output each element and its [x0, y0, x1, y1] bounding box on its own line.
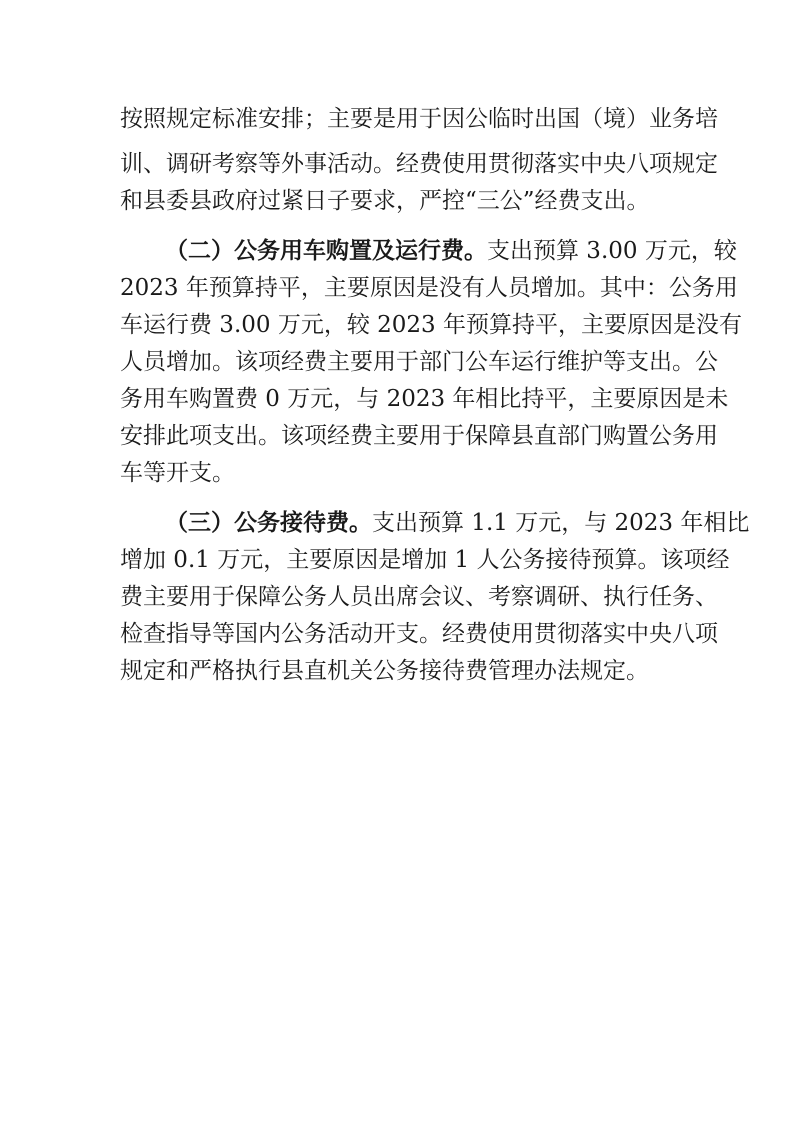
paragraph-1-line-1: 按照规定标准安排；主要是用于因公临时出国（境）业务培	[120, 106, 718, 132]
paragraph-1-line-3: 和县委县政府过紧日子要求，严控“三公”经费支出。	[120, 188, 650, 214]
paragraph-2-first-line	[165, 236, 737, 266]
paragraph-3-heading: （三）公务接待费。	[165, 509, 372, 536]
paragraph-2-line-4: 人员增加。该项经费主要用于部门公车运行维护等支出。公	[120, 349, 718, 375]
paragraph-2-line-2: 2023 年预算持平，主要原因是没有人员增加。其中：公务用	[120, 275, 738, 301]
paragraph-2-line-5: 务用车购置费 0 万元，与 2023 年相比持平，主要原因是未	[120, 386, 729, 412]
paragraph-2-line-6: 安排此项支出。该项经费主要用于保障县直部门购置公务用	[120, 423, 718, 449]
paragraph-3-line-1: 支出预算 1.1 万元，与 2023 年相比	[372, 510, 750, 536]
paragraph-2-line-7: 车等开支。	[120, 460, 235, 486]
paragraph-3-line-4: 检查指导等国内公务活动开支。经费使用贯彻落实中央八项	[120, 621, 718, 647]
paragraph-2-line-3: 车运行费 3.00 万元，较 2023 年预算持平，主要原因是没有	[120, 312, 742, 338]
paragraph-2-line-1: 支出预算 3.00 万元，较	[487, 238, 737, 264]
paragraph-1-line-2: 训、调研考察等外事活动。经费使用贯彻落实中央八项规定	[120, 151, 718, 177]
paragraph-3-line-3: 费主要用于保障公务人员出席会议、考察调研、执行任务、	[120, 584, 718, 610]
paragraph-3-line-2: 增加 0.1 万元，主要原因是增加 1 人公务接待预算。该项经	[120, 547, 730, 573]
paragraph-2-heading: （二）公务用车购置及运行费。	[165, 237, 487, 264]
paragraph-3-line-5: 规定和严格执行县直机关公务接待费管理办法规定。	[120, 658, 649, 684]
paragraph-3-first-line	[165, 508, 749, 538]
